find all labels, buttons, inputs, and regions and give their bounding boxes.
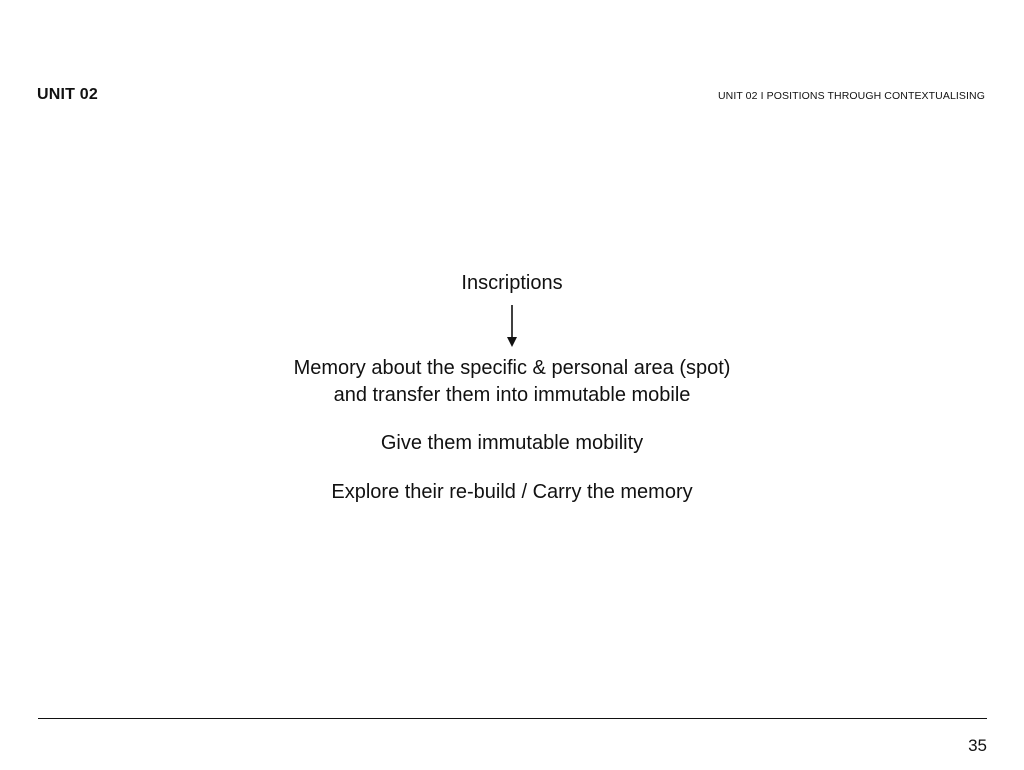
memory-text-block (0, 355, 1024, 409)
page-number: 35 (968, 736, 987, 755)
footer-divider (38, 718, 987, 719)
memory-line-2: and transfer them into immutable mobile (333, 384, 691, 406)
explore-text: Explore their re-build / Carry the memory (331, 481, 693, 503)
unit-label: UNIT 02 (37, 86, 98, 103)
inscriptions-heading: Inscriptions (461, 272, 563, 294)
slide-header-title: UNIT 02 I POSITIONS THROUGH CONTEXTUALISING (717, 90, 985, 102)
down-arrow-icon (504, 305, 520, 347)
mobility-text: Give them immutable mobility (380, 432, 644, 454)
memory-line-1: Memory about the specific & personal area (spot) (293, 357, 731, 379)
